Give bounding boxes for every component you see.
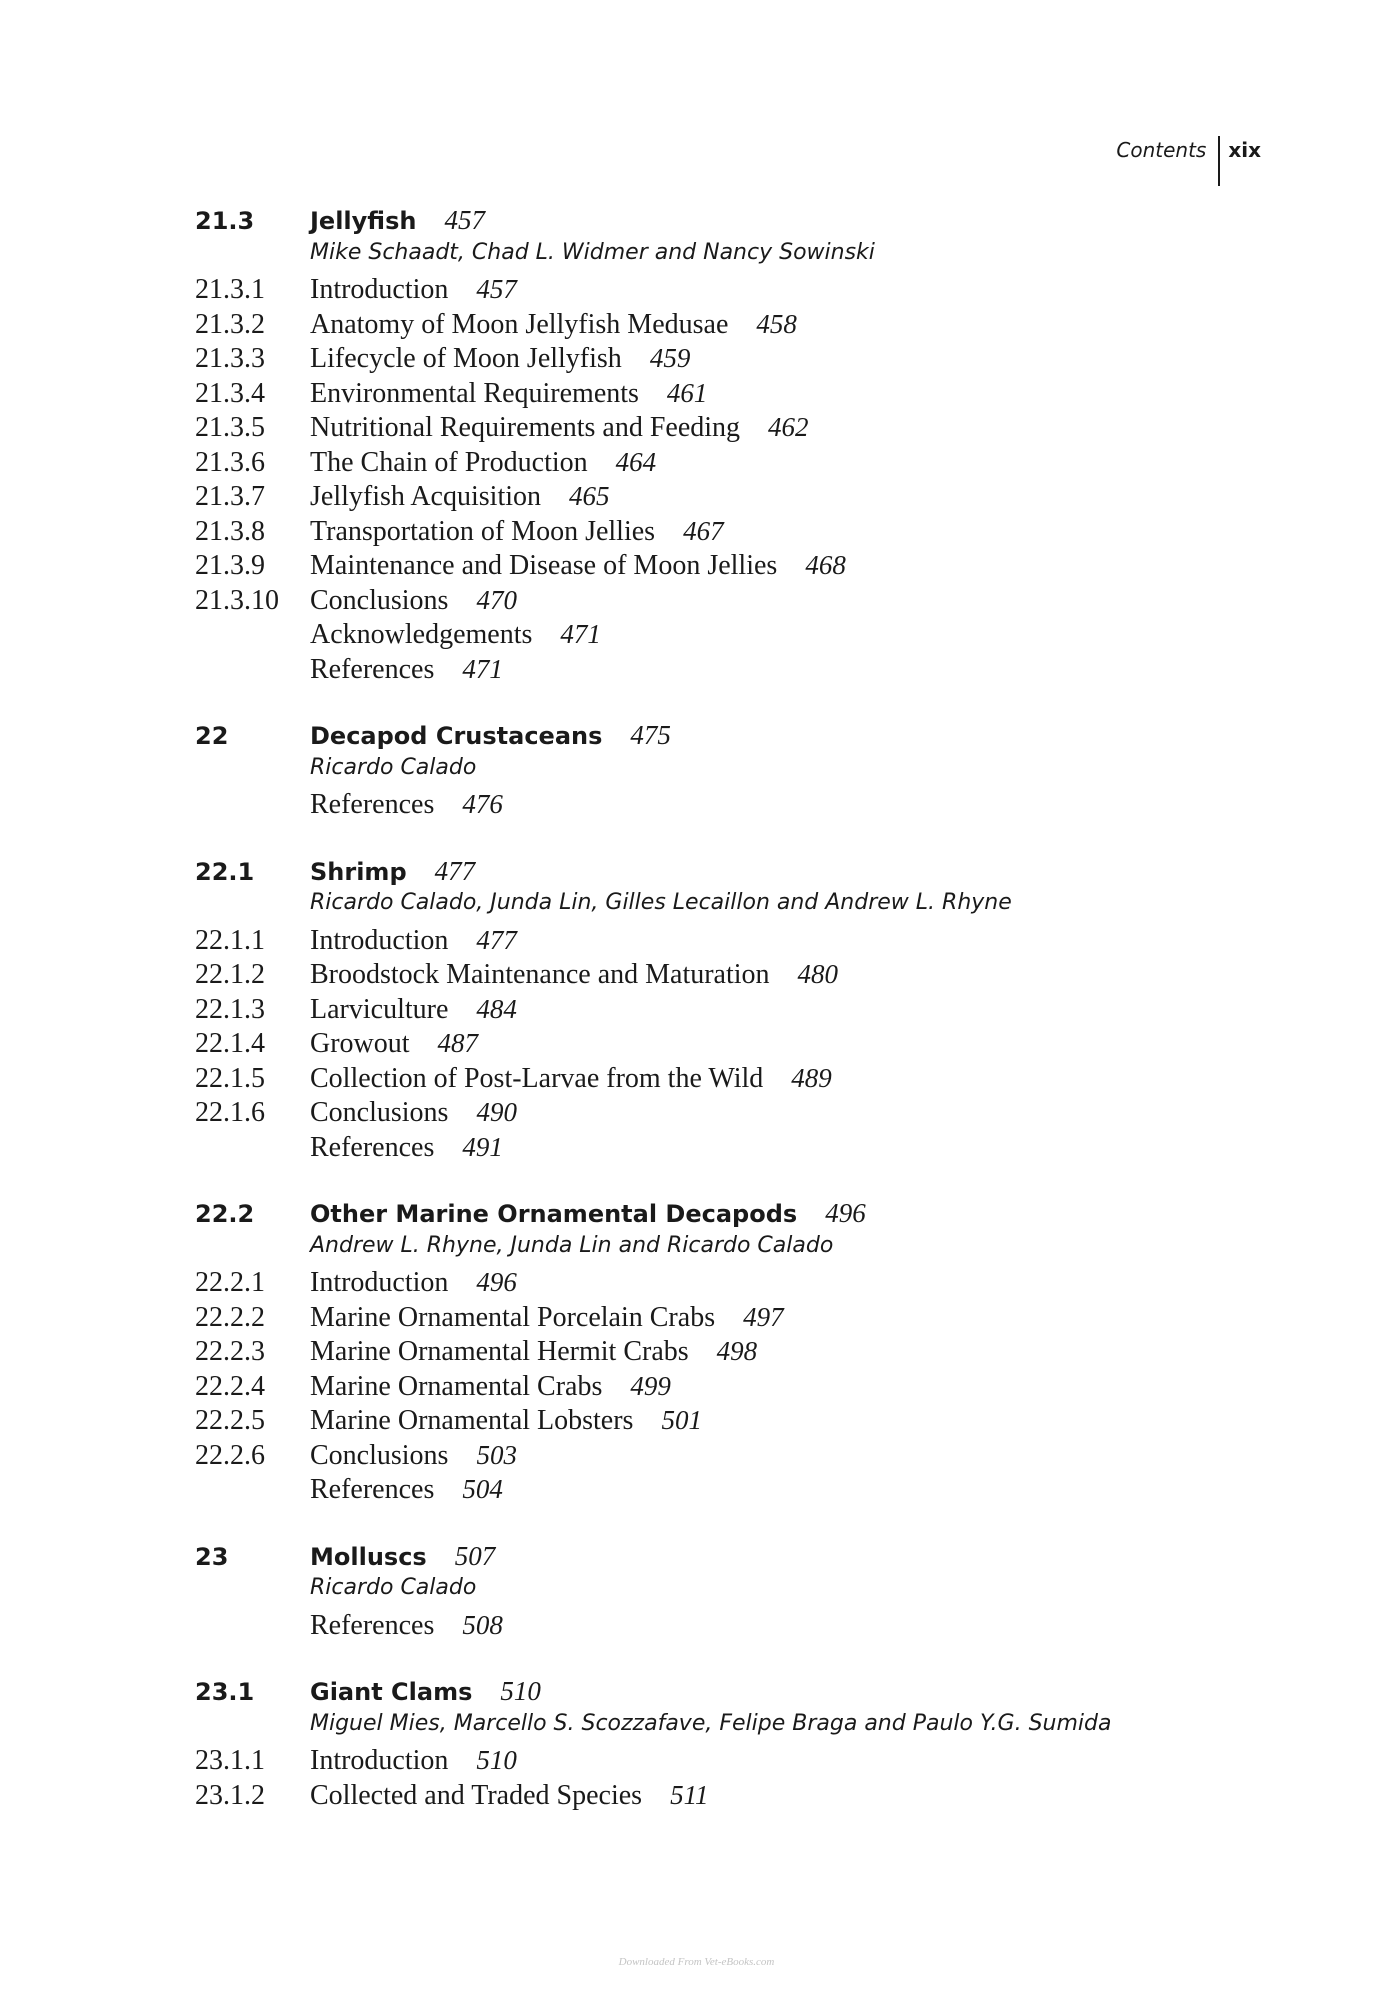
entry-title: Larviculture — [310, 993, 449, 1025]
chapter-authors: Andrew L. Rhyne, Junda Lin and Ricardo Calado — [310, 1232, 834, 1258]
entry-title: Lifecycle of Moon Jellyfish — [310, 343, 622, 374]
toc-entry[interactable] — [0, 1610, 1393, 1645]
entry-number: 21.3.4 — [195, 377, 265, 409]
chapter-page: 477 — [434, 855, 476, 886]
entry-number: 21.3.1 — [195, 274, 265, 305]
entry-page: 461 — [666, 377, 708, 408]
entry-title: Introduction — [310, 924, 449, 956]
entry-number: 22.2.3 — [195, 1336, 265, 1367]
entry-page: 499 — [630, 1370, 671, 1401]
entry-title: Collected and Traded Species — [310, 1779, 643, 1811]
entry-page: 496 — [476, 1267, 517, 1297]
entry-title: Environmental Requirements — [310, 377, 639, 409]
toc-entry[interactable] — [0, 585, 1393, 620]
toc-entry[interactable] — [0, 789, 1393, 824]
entry-number: 21.3.6 — [195, 446, 265, 478]
toc-authors — [0, 755, 1393, 790]
toc-chapter-heading[interactable] — [0, 205, 1393, 240]
toc-entry[interactable] — [0, 1780, 1393, 1815]
entry-number: 22.1.3 — [195, 993, 265, 1025]
chapter-authors: Ricardo Calado — [310, 1575, 477, 1600]
chapter-page: 510 — [500, 1676, 541, 1706]
entry-title: References — [310, 789, 435, 820]
entry-title: Marine Ornamental Porcelain Crabs — [310, 1301, 716, 1333]
entry-title: Maintenance and Disease of Moon Jellies — [310, 550, 778, 581]
chapter-authors: Ricardo Calado — [310, 754, 477, 780]
entry-number: 22.2.5 — [195, 1405, 265, 1436]
entry-title: Acknowledgements — [310, 619, 533, 650]
toc-authors — [0, 1575, 1393, 1610]
entry-title: Introduction — [310, 1745, 449, 1776]
section-gap — [0, 1644, 1393, 1676]
entry-title: Anatomy of Moon Jellyfish Medusae — [310, 308, 729, 340]
toc-chapter-heading[interactable] — [0, 1541, 1393, 1576]
entry-title: Marine Ornamental Hermit Crabs — [310, 1336, 689, 1367]
entry-page: 476 — [462, 789, 503, 819]
chapter-title: Other Marine Ornamental Decapods — [310, 1200, 798, 1228]
table-of-contents — [0, 205, 1393, 1814]
chapter-title: Jellyfish — [310, 207, 417, 235]
toc-entry[interactable] — [0, 1097, 1393, 1132]
entry-page: 459 — [649, 343, 691, 373]
entry-page: 490 — [476, 1097, 517, 1127]
running-head-label: Contents — [1116, 138, 1207, 162]
toc-entry[interactable] — [0, 1302, 1393, 1337]
entry-page: 504 — [462, 1474, 503, 1504]
toc-entry[interactable] — [0, 516, 1393, 551]
entry-page: 511 — [670, 1779, 709, 1810]
entry-number: 23.1.1 — [195, 1745, 265, 1776]
toc-entry[interactable] — [0, 412, 1393, 447]
toc-authors — [0, 1233, 1393, 1268]
download-footer: Downloaded From Vet-eBooks.com — [618, 1956, 775, 1968]
entry-title: Collection of Post-Larvae from the Wild — [310, 1062, 764, 1094]
toc-entry[interactable] — [0, 1267, 1393, 1302]
toc-entry[interactable] — [0, 654, 1393, 689]
section-gap — [0, 824, 1393, 856]
toc-entry[interactable] — [0, 1028, 1393, 1063]
chapter-number: 22 — [195, 722, 229, 750]
entry-number: 22.1.2 — [195, 959, 265, 990]
toc-authors — [0, 240, 1393, 275]
toc-entry[interactable] — [0, 1745, 1393, 1780]
toc-chapter-heading[interactable] — [0, 856, 1393, 891]
entry-number: 22.1.5 — [195, 1062, 265, 1094]
entry-title: Nutritional Requirements and Feeding — [310, 412, 741, 443]
entry-page: 503 — [476, 1439, 517, 1470]
chapter-title: Molluscs — [310, 1542, 427, 1571]
entry-number: 22.1.4 — [195, 1028, 265, 1059]
toc-entry[interactable] — [0, 274, 1393, 309]
chapter-number: 22.2 — [195, 1200, 255, 1228]
entry-page: 458 — [756, 308, 797, 339]
entry-number: 21.3.8 — [195, 515, 265, 547]
entry-number: 21.3.5 — [195, 412, 265, 443]
entry-title: Introduction — [310, 274, 449, 305]
entry-title: References — [310, 1131, 435, 1163]
entry-title: Conclusions — [310, 584, 449, 616]
entry-title: Growout — [310, 1028, 410, 1059]
section-gap — [0, 1166, 1393, 1198]
entry-title: The Chain of Production — [310, 446, 588, 478]
entry-number: 21.3.2 — [195, 308, 265, 340]
chapter-title: Shrimp — [310, 857, 407, 886]
entry-number: 21.3.9 — [195, 550, 265, 581]
entry-page: 462 — [768, 412, 809, 442]
toc-entry[interactable] — [0, 378, 1393, 413]
toc-authors — [0, 890, 1393, 925]
entry-page: 464 — [615, 446, 657, 477]
toc-entry[interactable] — [0, 550, 1393, 585]
entry-title: Conclusions — [310, 1439, 449, 1471]
chapter-title: Giant Clams — [310, 1678, 473, 1706]
chapter-page: 496 — [825, 1198, 866, 1228]
chapter-title: Decapod Crustaceans — [310, 722, 603, 750]
toc-entry[interactable] — [0, 1371, 1393, 1406]
entry-title: Conclusions — [310, 1097, 449, 1128]
entry-number: 22.2.1 — [195, 1267, 265, 1298]
entry-page: 477 — [476, 924, 517, 955]
entry-page: 487 — [437, 1028, 479, 1058]
toc-entry[interactable] — [0, 994, 1393, 1029]
entry-number: 22.2.6 — [195, 1439, 265, 1471]
entry-title: Transportation of Moon Jellies — [310, 515, 656, 547]
toc-entry[interactable] — [0, 959, 1393, 994]
page-number: xix — [1228, 138, 1261, 162]
entry-title: Marine Ornamental Crabs — [310, 1370, 603, 1402]
toc-entry[interactable] — [0, 1132, 1393, 1167]
chapter-authors: Miguel Mies, Marcello S. Scozzafave, Felipe Braga and Paulo Y.G. Sumida — [310, 1710, 1112, 1736]
entry-number: 22.2.2 — [195, 1301, 265, 1333]
chapter-authors: Ricardo Calado, Junda Lin, Gilles Lecaillon and Andrew L. Rhyne — [310, 890, 1012, 915]
entry-page: 497 — [743, 1301, 784, 1332]
entry-page: 457 — [476, 274, 517, 304]
toc-entry[interactable] — [0, 925, 1393, 960]
chapter-page: 457 — [444, 205, 485, 235]
entry-page: 489 — [791, 1062, 832, 1093]
entry-page: 468 — [805, 550, 846, 580]
entry-page: 498 — [716, 1336, 758, 1366]
chapter-page: 475 — [630, 720, 671, 750]
entry-number: 21.3.7 — [195, 481, 265, 512]
section-gap — [0, 688, 1393, 720]
toc-entry[interactable] — [0, 481, 1393, 516]
chapter-number: 23 — [195, 1542, 229, 1571]
toc-entry[interactable] — [0, 1440, 1393, 1475]
chapter-number: 21.3 — [195, 207, 255, 235]
entry-page: 471 — [462, 653, 503, 684]
entry-number: 23.1.2 — [195, 1779, 265, 1811]
toc-chapter-heading[interactable] — [0, 1198, 1393, 1233]
entry-page: 471 — [560, 619, 601, 649]
entry-title: Broodstock Maintenance and Maturation — [310, 959, 770, 990]
toc-entry[interactable] — [0, 1063, 1393, 1098]
toc-chapter-heading[interactable] — [0, 1676, 1393, 1711]
entry-title: Jellyfish Acquisition — [310, 481, 541, 512]
entry-title: Introduction — [310, 1267, 449, 1298]
chapter-number: 22.1 — [195, 857, 255, 886]
section-gap — [0, 1509, 1393, 1541]
entry-number: 22.1.1 — [195, 924, 265, 956]
entry-title: References — [310, 1609, 435, 1641]
toc-entry[interactable] — [0, 619, 1393, 654]
toc-entry[interactable] — [0, 1405, 1393, 1440]
entry-page: 510 — [476, 1745, 517, 1775]
entry-title: Marine Ornamental Lobsters — [310, 1405, 634, 1436]
entry-title: References — [310, 653, 435, 685]
running-head — [1116, 136, 1261, 186]
chapter-page: 507 — [454, 1540, 496, 1571]
entry-page: 501 — [661, 1405, 702, 1435]
chapter-authors: Mike Schaadt, Chad L. Widmer and Nancy Sowinski — [310, 239, 875, 265]
toc-entry[interactable] — [0, 343, 1393, 378]
toc-entry[interactable] — [0, 309, 1393, 344]
entry-page: 465 — [569, 481, 610, 511]
entry-page: 491 — [462, 1131, 503, 1162]
toc-chapter-heading[interactable] — [0, 720, 1393, 755]
entry-title: References — [310, 1474, 435, 1505]
running-head-rule — [1218, 136, 1220, 186]
entry-number: 22.1.6 — [195, 1097, 265, 1128]
toc-authors — [0, 1711, 1393, 1746]
toc-entry[interactable] — [0, 1474, 1393, 1509]
entry-page: 480 — [797, 959, 839, 989]
entry-page: 484 — [476, 993, 517, 1024]
chapter-number: 23.1 — [195, 1678, 255, 1706]
entry-number: 22.2.4 — [195, 1370, 265, 1402]
entry-page: 470 — [476, 584, 517, 615]
toc-entry[interactable] — [0, 1336, 1393, 1371]
entry-number: 21.3.10 — [195, 584, 279, 616]
entry-page: 467 — [683, 515, 724, 546]
entry-page: 508 — [462, 1609, 503, 1640]
entry-number: 21.3.3 — [195, 343, 265, 374]
toc-entry[interactable] — [0, 447, 1393, 482]
